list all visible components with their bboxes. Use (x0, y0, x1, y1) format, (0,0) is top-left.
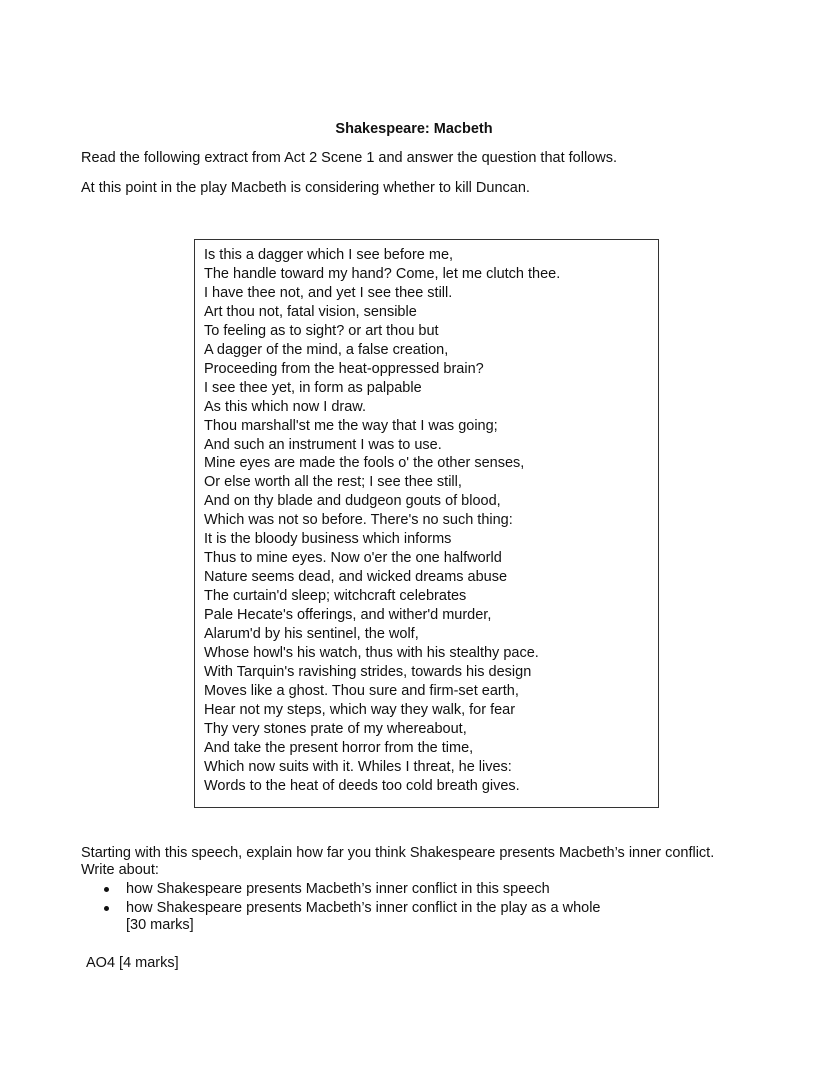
extract-line: It is the bloody business which informs (204, 531, 452, 548)
extract-line: Hear not my steps, which way they walk, for fear (204, 701, 516, 718)
extract-line: Moves like a ghost. Thou sure and firm-set earth, (204, 682, 519, 699)
extract-line: As this which now I draw. (204, 398, 366, 415)
extract-line: Which now suits with it. Whiles I threat, he lives: (204, 758, 512, 775)
extract-line: Whose howl's his watch, thus with his stealthy pace. (204, 645, 539, 662)
extract-line: Words to the heat of deeds too cold breath gives. (204, 777, 520, 794)
extract-line: Alarum'd by his sentinel, the wolf, (204, 626, 419, 643)
extract-line: Thus to mine eyes. Now o'er the one halfworld (204, 550, 502, 567)
question-text: Starting with this speech, explain how far you think Shakespeare presents Macbeth’s inner conflict. Write about: (81, 845, 715, 878)
extract-line: Thou marshall'st me the way that I was going; (204, 417, 498, 434)
extract-box (194, 239, 659, 808)
bullet-text: how Shakespeare presents Macbeth’s inner conflict in the play as a whole (126, 900, 601, 916)
extract-line: I have thee not, and yet I see thee still. (204, 284, 453, 301)
page-title: Shakespeare: Macbeth (335, 121, 493, 137)
ao4-label: AO4 [4 marks] (86, 955, 179, 971)
extract-line: To feeling as to sight? or art thou but (204, 322, 439, 339)
extract-line: Which was not so before. There's no such thing: (204, 512, 513, 529)
bullet-text: how Shakespeare presents Macbeth’s inner conflict in this speech (126, 881, 550, 897)
extract-line: I see thee yet, in form as palpable (204, 379, 422, 396)
extract-line: Mine eyes are made the fools o' the other senses, (204, 455, 525, 472)
bullet-item (100, 899, 600, 918)
bullet-icon (104, 906, 109, 911)
bullet-item (100, 880, 600, 899)
extract-line: Nature seems dead, and wicked dreams abuse (204, 569, 508, 586)
question-bullets (100, 880, 600, 918)
extract-line: A dagger of the mind, a false creation, (204, 341, 449, 358)
extract-line: Pale Hecate's offerings, and wither'd murder, (204, 607, 492, 624)
extract-line: And on thy blade and dudgeon gouts of blood, (204, 493, 501, 510)
extract-line: The curtain'd sleep; witchcraft celebrates (204, 588, 467, 605)
extract-line: And take the present horror from the time, (204, 739, 474, 756)
extract-line: Or else worth all the rest; I see thee still, (204, 474, 462, 491)
extract-line: Is this a dagger which I see before me, (204, 247, 454, 263)
extract-lines (204, 246, 560, 796)
extract-line: The handle toward my hand? Come, let me clutch thee. (204, 265, 561, 282)
bullet-icon (104, 887, 109, 892)
extract-line: And such an instrument I was to use. (204, 436, 442, 453)
extract-line: With Tarquin's ravishing strides, towards his design (204, 663, 532, 680)
marks-label: [30 marks] (126, 917, 194, 933)
extract-line: Art thou not, fatal vision, sensible (204, 303, 417, 320)
extract-line: Proceeding from the heat-oppressed brain? (204, 360, 484, 377)
intro-context: At this point in the play Macbeth is considering whether to kill Duncan. (81, 180, 530, 196)
extract-line: Thy very stones prate of my whereabout, (204, 720, 467, 737)
intro-instruction: Read the following extract from Act 2 Scene 1 and answer the question that follows. (81, 150, 617, 166)
